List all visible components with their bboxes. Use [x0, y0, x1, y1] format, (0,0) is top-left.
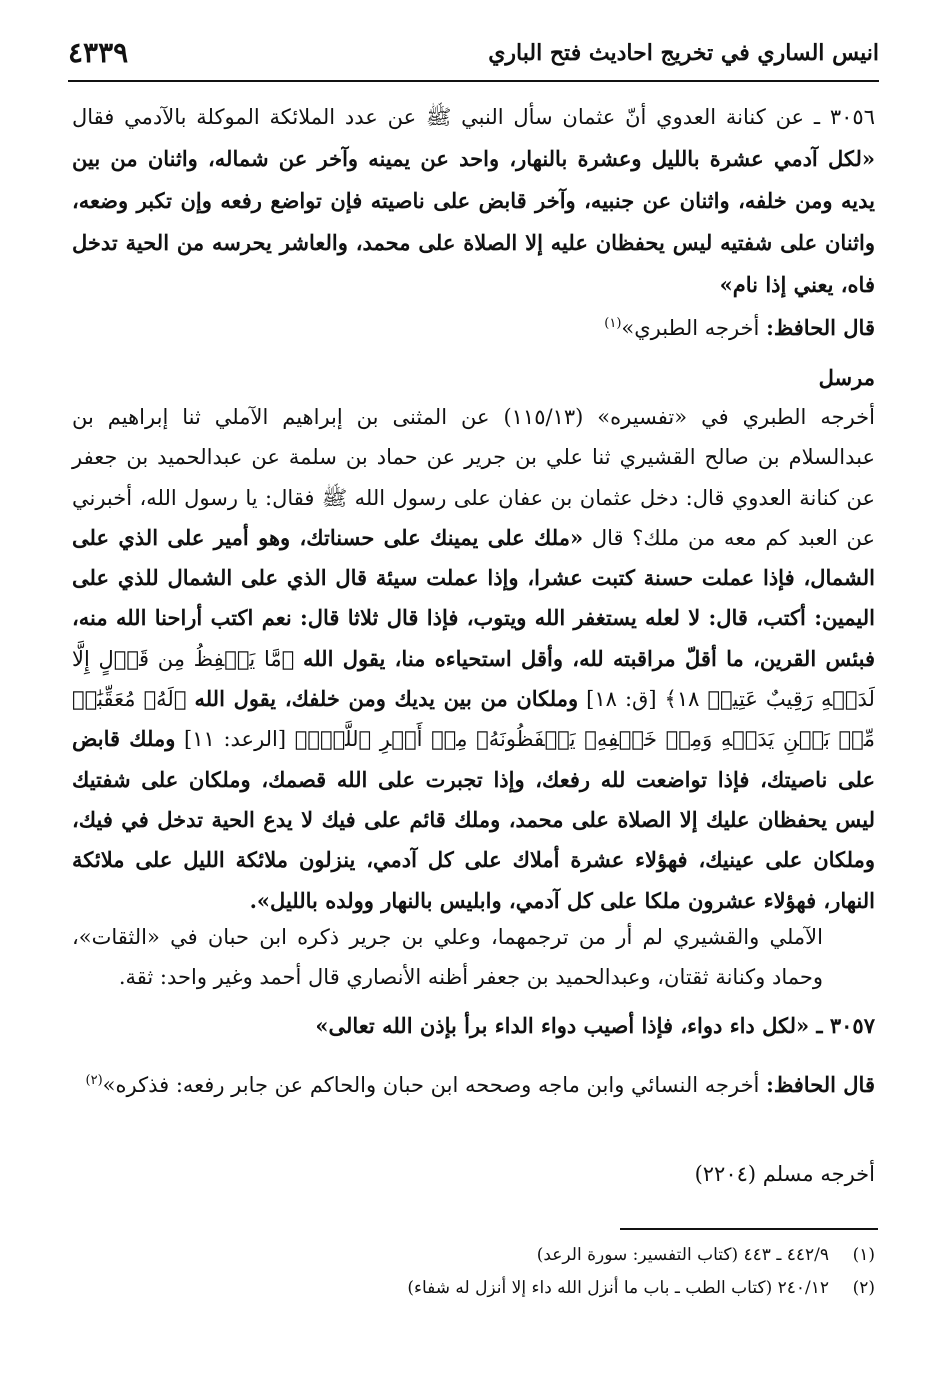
- footnote-1: [72, 1241, 875, 1269]
- entry-3056-hadith: [72, 97, 875, 306]
- note-text: الآملي والقشيري لم أر من ترجمهما، وعلي بن جرير ذكره ابن حبان في «الثقات»، وحماد وكنانة ثقتان، وعبدالحميد بن جعفر أظنه الأنصاري قال أحمد وغير واحد: ثقة.: [72, 925, 823, 989]
- hafiz-label: قال الحافظ:: [766, 315, 875, 340]
- running-header: [68, 30, 879, 82]
- footnote-text: ٢٤٠/١٢ (كتاب الطب ـ باب ما أنزل الله داء إلا أنزل له شفاء): [407, 1278, 829, 1298]
- footnote-number: (٢): [852, 1278, 875, 1298]
- hadith-text: «لكل داء دواء، فإذا أصيب دواء الداء برأ بإذن الله تعالى»: [315, 1013, 810, 1038]
- footnote-ref: (١): [604, 316, 622, 331]
- entry-intro: عن كنانة العدوي أنّ عثمان سأل النبي ﷺ عن عدد الملائكة الموكلة بالآدمي فقال: [72, 105, 805, 129]
- hafiz-text: أخرجه النسائي وابن ماجه وصححه ابن حبان والحاكم عن جابر رفعه: فذكره»: [102, 1073, 760, 1097]
- quran-ref-1: [ق: ١٨]: [586, 687, 657, 712]
- quran-verse-1: ﴿مَّا يَلۡفِظُ مِن قَوۡلٍ إِلَّا لَدَيۡهِ رَقِيبٌ عَتِيدٞ ١٨﴾: [72, 646, 875, 712]
- quran-ref-2: [الرعد: ١١]: [184, 727, 287, 752]
- takhrij-paragraph: [72, 397, 875, 921]
- footnote-2: [72, 1274, 875, 1302]
- entry-3057-hadith: [72, 1006, 875, 1046]
- narrator-note: [72, 917, 875, 997]
- book-title: انيس الساري في تخريج احاديث فتح الباري: [488, 40, 879, 66]
- footnote-ref: (٢): [85, 1073, 103, 1088]
- hadith-text: «لكل آدمي عشرة بالليل وعشرة بالنهار، واحد عن يمينه وآخر عن شماله، واثنان من بين يديه ومن خلفه، واثنان عن جنبيه، وآخر قابض على ناصيته فإن تواضع رفعه وإن تكبر وضعه، واثنان على شفتيه ليس يحفظان عليه إلا الصلاة على محمد، والعاشر يحرسه من الحية تدخل فاه، يعني إذا نام»: [72, 146, 875, 297]
- quran-verse-2: ﴿لَهُۥ مُعَقِّبَٰتٞ مِّنۢ بَيۡنِ يَدَيۡهِ وَمِنۡ خَلۡفِهِۦ يَحۡفَظُونَهُۥ مِنۡ أَمۡرِ ٱللَّهِۗ﴾: [72, 687, 875, 752]
- hafiz-statement-3057: [72, 1061, 875, 1105]
- page-number: ٤٣٣٩: [68, 36, 129, 69]
- takhrij-intro: أخرجه الطبري في «تفسيره» (١١٥/١٣) عن المثنى بن إبراهيم الآملي ثنا إبراهيم بن عبدالسلام بن صالح القشيري ثنا علي بن جرير عن حماد بن سلمة عن عبدالحميد بن جعفر عن كنانة العدوي قال: دخل عثمان بن عفان على رسول الله ﷺ فقال: يا رسول الله، أخبرني عن العبد كم معه من ملك؟ قال: [72, 405, 875, 550]
- takhrij-3057: أخرجه مسلم (٢٢٠٤): [694, 1162, 875, 1186]
- hafiz-statement: [72, 304, 875, 348]
- footnote-number: (١): [852, 1245, 875, 1265]
- hafiz-text: أخرجه الطبري»: [621, 316, 760, 340]
- takhrij-hadith-2: وملكان من بين يديك ومن خلفك، يقول الله: [194, 686, 579, 712]
- footnote-divider: [620, 1228, 878, 1230]
- takhrij-hadith: «ملك على يمينك على حسناتك، وهو أمير على الذي على الشمال، فإذا عملت حسنة كتبت عشرا، وإذا عملت سيئة قال الذي على الشمال للذي على اليمين: أكتب، قال: لا لعله يستغفر الله ويتوب، فإذا قال ثلاثا قال: نعم اكتب أراحنا الله منه، فبئس القرين، ما أقلّ مراقبته لله، وأقل استحياءه منا، يقول الله: [72, 524, 875, 671]
- takhrij-hadith-3: وملك قابض على ناصيتك، فإذا تواضعت لله رفعك، وإذا تجبرت على الله قصمك، وملكان على شفتيك ليس يحفظان عليك إلا الصلاة على محمد، وملك قائم على فيك لا يدع الحية تدخل في فيك، وملكان على عينيك، فهؤلاء عشرة أملاك على كل آدمي، ينزلون ملائكة الليل على ملائكة النهار، فهؤلاء عشرون ملكا على كل آدمي، وابليس بالنهار وولده بالليل».: [72, 726, 875, 913]
- entry-number: ٣٠٥٦ ـ: [813, 105, 875, 129]
- footnote-text: ٤٤٢/٩ ـ ٤٤٣ (كتاب التفسير: سورة الرعد): [536, 1245, 829, 1265]
- entry-number: ٣٠٥٧ ـ: [816, 1013, 875, 1038]
- hafiz-label: قال الحافظ:: [766, 1072, 875, 1097]
- hadith-grade: مرسل: [818, 365, 875, 390]
